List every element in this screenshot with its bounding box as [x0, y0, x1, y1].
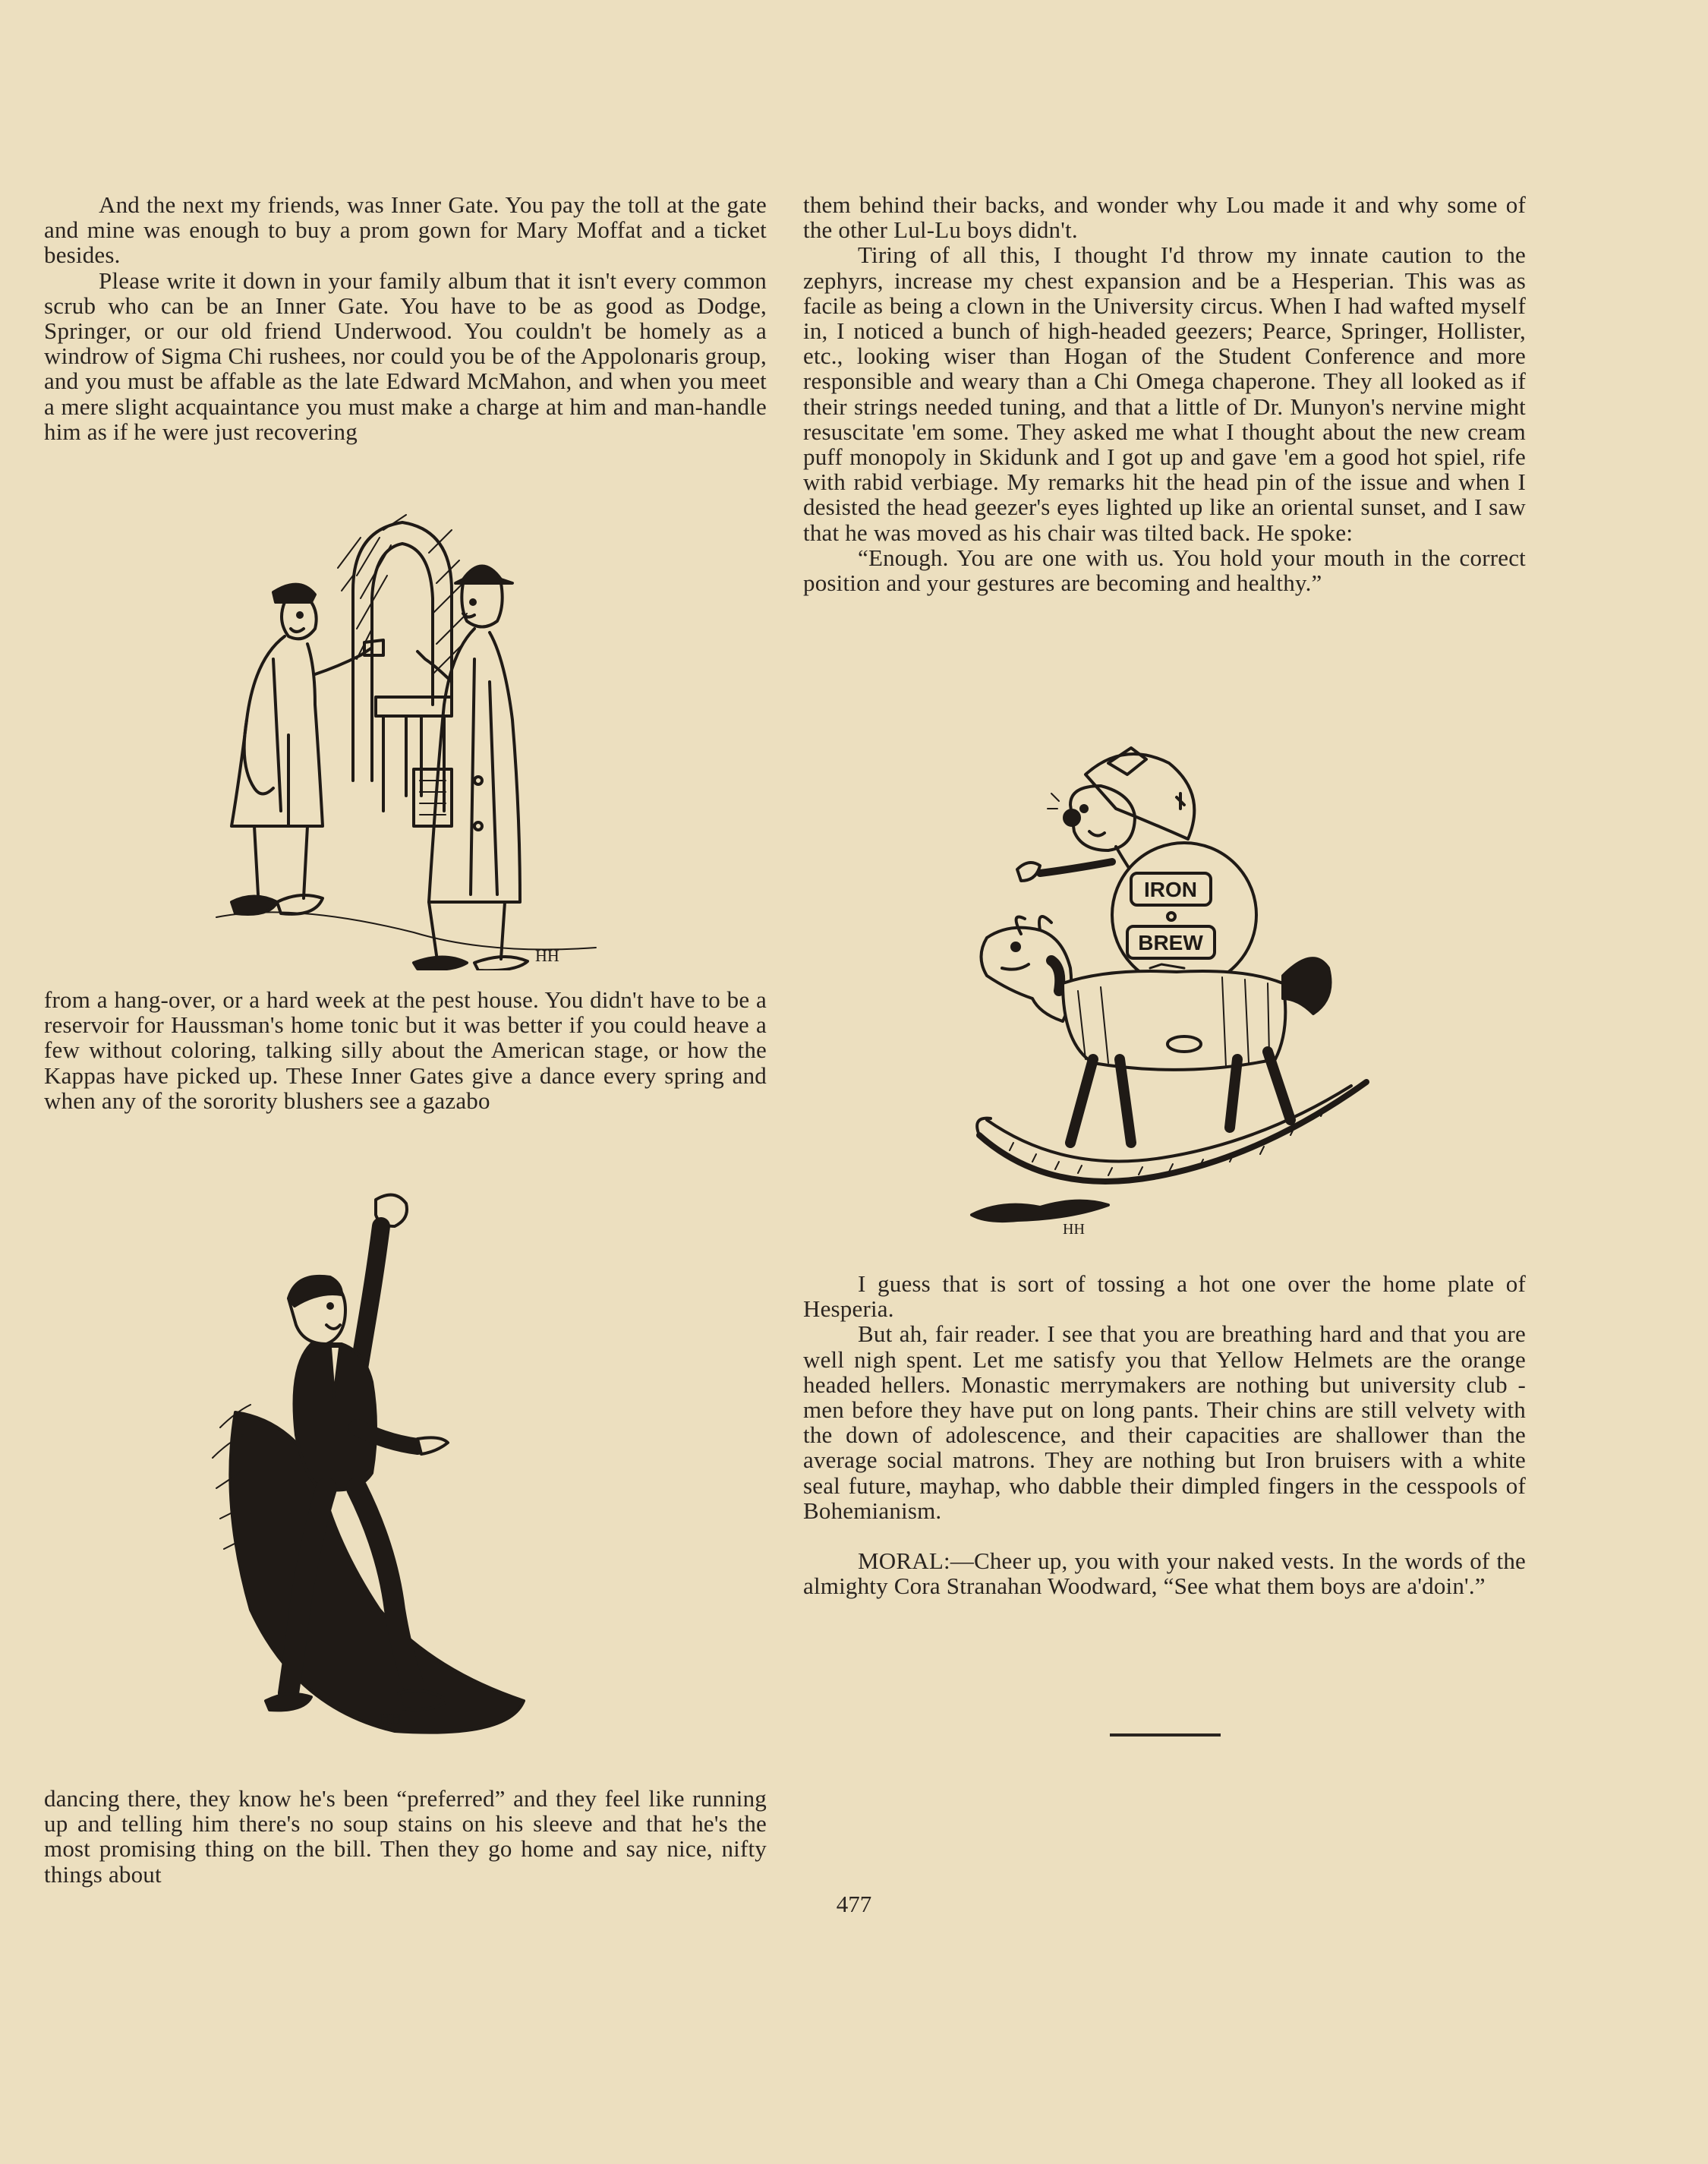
- left-column-block-2: [44, 987, 767, 1113]
- right-column-block-2: [803, 1271, 1526, 1598]
- illustration-raised-fist-man: [205, 1185, 607, 1739]
- svg-text:HH: HH: [380, 1711, 402, 1727]
- illustration-rocking-horse: [956, 740, 1389, 1241]
- section-divider: [1110, 1733, 1221, 1737]
- badge-text-brew: BREW: [1138, 931, 1203, 954]
- badge-text-iron: IRON: [1144, 878, 1197, 901]
- paragraph: I guess that is sort of tossing a hot one over the home plate of Hesperia.: [803, 1270, 1526, 1323]
- moral-paragraph: MORAL:—Cheer up, you with your naked vests. In the words of the almighty Cora Stranahan Woodward, “See what them boys are a'doin'.”: [803, 1547, 1526, 1600]
- page-number: 477: [836, 1891, 872, 1917]
- paragraph: dancing there, they know he's been “preferred” and they feel like running up and telling him there's no soup stains on his sleeve and that he's the most promising thing on the bill. Then they go home and say nice, nifty things about: [44, 1785, 767, 1888]
- paragraph: But ah, fair reader. I see that you are breathing hard and that you are well nigh spent. Let me satisfy you that Yellow Helmets are the orange headed hellers. Monastic merrymakers are nothing but university club - men before they have put on long pants. Their chins are still velvety with the down of adolescence, and their capacities are shallower than the average social matrons. They are nothing but Iron bruisers with a white seal future, mayhap, who dabble their dimpled fingers in the cesspools of Bohemianism.: [803, 1320, 1526, 1524]
- right-column-block-1: [803, 192, 1526, 595]
- paragraph: Tiring of all this, I thought I'd throw my innate caution to the zephyrs, increase my chest expansion and be a Hesperian. This was as facile as being a clown in the University circus. When I had wafted myself in, I noticed a bunch of high-headed geezers; Pearce, Springer, Hollister, etc., looking wiser than Hogan of the Student Conference and more responsible and weary than a Chi Omega chaperone. They all looked as if their strings needed tuning, and that a little of Dr. Munyon's nervine might resuscitate 'em some. They asked me what I thought about the new cream puff monopoly in Skidunk and I got up and gave 'em a good hot spiel, rife with rabid verbiage. My remarks hit the head pin of the issue and when I desisted the head geezer's eyes lighted up like an oriental sunset, and I saw that he was moved as his chair was tilted back. He spoke:: [803, 241, 1526, 546]
- svg-text:HH: HH: [1063, 1221, 1085, 1238]
- paragraph: from a hang-over, or a hard week at the pest house. You didn't have to be a reservoir for Haussman's home tonic but it was better if you could heave a few without coloring, talking silly about the American stage, or how the Kappas have picked up. These Inner Gates give a dance every spring and when any of the sorority blushers see a gazabo: [44, 986, 767, 1114]
- paragraph: them behind their backs, and wonder why Lou made it and why some of the other Lul-Lu boys didn't.: [803, 191, 1526, 244]
- left-column-block-3: [44, 1786, 767, 1887]
- paragraph: “Enough. You are one with us. You hold your mouth in the correct position and your gestures are becoming and healthy.”: [803, 544, 1526, 597]
- paragraph: And the next my friends, was Inner Gate. You pay the toll at the gate and mine was enough to buy a prom gown for Mary Moffat and a ticket besides.: [44, 191, 767, 269]
- svg-text:HH: HH: [535, 946, 559, 965]
- illustration-inner-gate: [201, 507, 611, 970]
- paragraph: Please write it down in your family album that it isn't every common scrub who can be an Inner Gate. You have to be as good as Dodge, Springer, or our old friend Underwood. You couldn't be homely as a windrow of Sigma Chi rushees, nor could you be of the Appolonaris group, and you must be affable as the late Edward McMahon, and when you meet a mere slight acquaintance you must make a charge at him and man-handle him as if he were just recovering: [44, 267, 767, 445]
- left-column-block-1: [44, 192, 767, 444]
